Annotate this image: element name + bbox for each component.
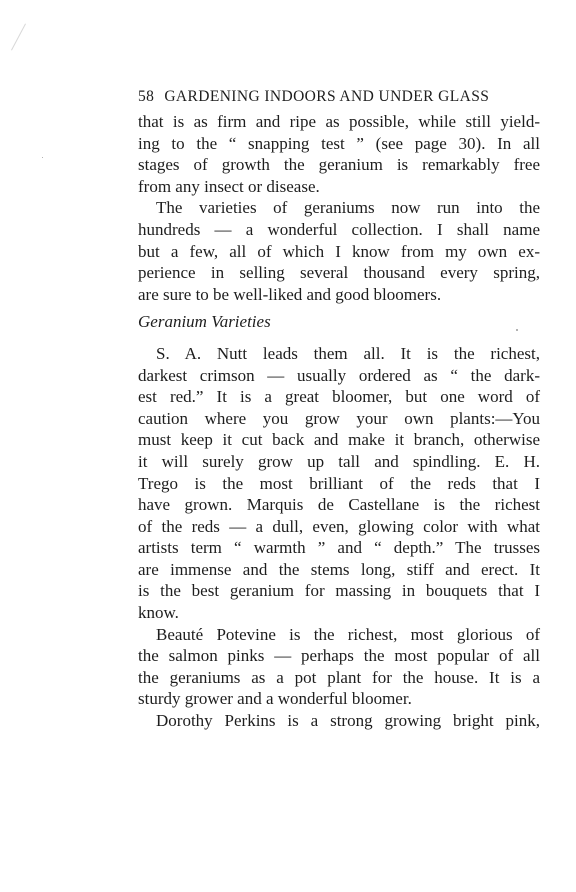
text-line: perience in selling several thousand every spring,: [138, 263, 540, 283]
book-page: [138, 88, 540, 732]
text-line: from any insect or disease.: [138, 176, 320, 196]
paragraph: [138, 343, 540, 624]
text-line: it will surely grow up tall and spindling. E. H.: [138, 451, 540, 471]
paragraph: [138, 197, 540, 305]
section-heading: Geranium Varieties: [138, 312, 271, 332]
text-block-1: [138, 111, 540, 305]
text-line: of the reds — a dull, even, glowing color with what: [138, 516, 540, 536]
text-line: hundreds — a wonderful collection. I shall name: [138, 219, 540, 239]
running-head: [138, 88, 540, 106]
text-line: artists term “ warmth ” and “ depth.” The trusses: [138, 538, 540, 558]
paragraph: [138, 624, 540, 710]
paragraph: [138, 111, 540, 197]
text-line: darkest crimson — usually ordered as “ the dark-: [138, 365, 540, 385]
text-line: Beauté Potevine is the richest, most glorious of: [156, 624, 540, 644]
text-line: are sure to be well-liked and good bloomers.: [138, 284, 442, 304]
text-line: know.: [138, 603, 179, 623]
text-line: are immense and the stems long, stiff and erect. It: [138, 559, 540, 579]
text-line: S. A. Nutt leads them all. It is the richest,: [156, 343, 540, 363]
text-line: Trego is the most brilliant of the reds that I: [138, 473, 540, 493]
text-line: that is as firm and ripe as possible, while still yield-: [138, 112, 540, 131]
text-line: est red.” It is a great bloomer, but one word of: [138, 387, 540, 407]
text-line: The varieties of geraniums now run into the: [156, 198, 540, 218]
text-line: must keep it cut back and make it branch, otherwise: [138, 430, 540, 450]
text-line: the salmon pinks — perhaps the most popular of all: [138, 646, 540, 666]
text-line: have grown. Marquis de Castellane is the richest: [138, 495, 540, 515]
text-line: is the best geranium for massing in bouquets that I: [138, 581, 540, 601]
book-title: GARDENING INDOORS AND UNDER GLASS: [164, 88, 490, 105]
text-line: the geraniums as a pot plant for the house. It is a: [138, 667, 540, 687]
text-line: ing to the “ snapping test ” (see page 30). In all: [138, 133, 540, 153]
text-line: sturdy grower and a wonderful bloomer.: [138, 689, 412, 709]
page-number: 58: [138, 88, 155, 105]
scan-speck: [42, 157, 43, 158]
scan-mark: [11, 24, 26, 51]
text-line: caution where you grow your own plants:—You: [138, 408, 540, 428]
text-line: Dorothy Perkins is a strong growing bright pink,: [156, 711, 540, 731]
text-line: but a few, all of which I know from my own ex-: [138, 241, 540, 261]
text-block-2: [138, 343, 540, 732]
text-line: stages of growth the geranium is remarkably free: [138, 155, 540, 175]
paragraph: [138, 710, 540, 732]
